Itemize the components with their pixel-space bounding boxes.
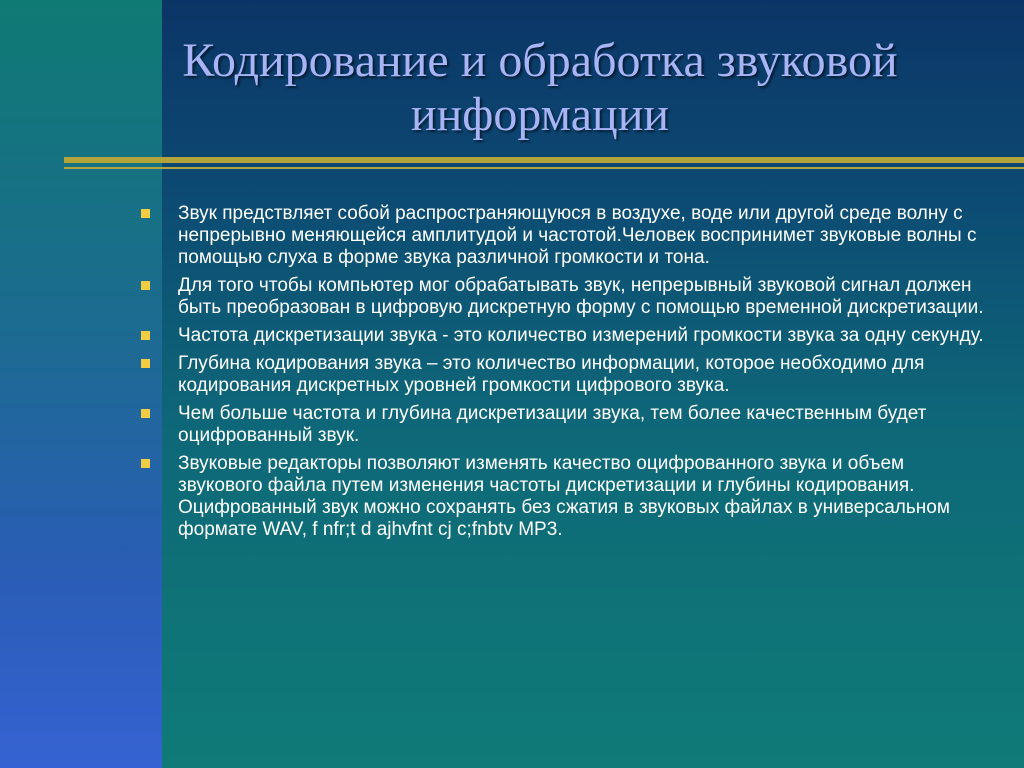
bullet-list: [140, 203, 990, 547]
square-bullet-icon: [141, 459, 150, 468]
title-divider-thin: [64, 167, 1024, 169]
square-bullet-icon: [141, 409, 150, 418]
bullet-item: [140, 403, 990, 447]
bullet-item: [140, 453, 990, 541]
bullet-text: Звук предствляет собой распространяющуюся в воздухе, воде или другой среде волну с непрерывно меняющейся амплитудой и частотой.Человек воспринимет звуковые волны с помощью слуха в форме звука различной громкости и тона.: [178, 203, 977, 268]
bullet-text: Чем больше частота и глубина дискретизации звука, тем более качественным будет оцифрованный звук.: [178, 403, 927, 446]
bullet-text: Звуковые редакторы позволяют изменять качество оцифрованного звука и объем звукового файла путем изменения частоты дискретизации и глубины кодирования. Оцифрованный звук можно сохранять без сжатия в звуковых файлах в универсальном формате WAV, f nfr;t d ajhvfnt cj c;fnbtv MP3.: [178, 453, 950, 540]
bullet-item: [140, 275, 990, 319]
bullet-text: Для того чтобы компьютер мог обрабатывать звук, непрерывный звуковой сигнал должен быть преобразован в цифровую дискретную форму с помощью временной дискретизации.: [178, 275, 984, 318]
bullet-text: Глубина кодирования звука – это количество информации, которое необходимо для кодирования дискретных уровней громкости цифрового звука.: [178, 353, 925, 396]
square-bullet-icon: [141, 331, 150, 340]
slide-title: Кодирование и обработка звуковой информации: [182, 34, 898, 141]
title-divider-thick: [64, 157, 1024, 163]
bullet-item: [140, 325, 990, 347]
bullet-text: Частота дискретизации звука - это количество измерений громкости звука за одну секунду.: [178, 325, 984, 346]
bullet-item: [140, 203, 990, 269]
square-bullet-icon: [141, 281, 150, 290]
bullet-item: [140, 353, 990, 397]
square-bullet-icon: [141, 359, 150, 368]
square-bullet-icon: [141, 209, 150, 218]
